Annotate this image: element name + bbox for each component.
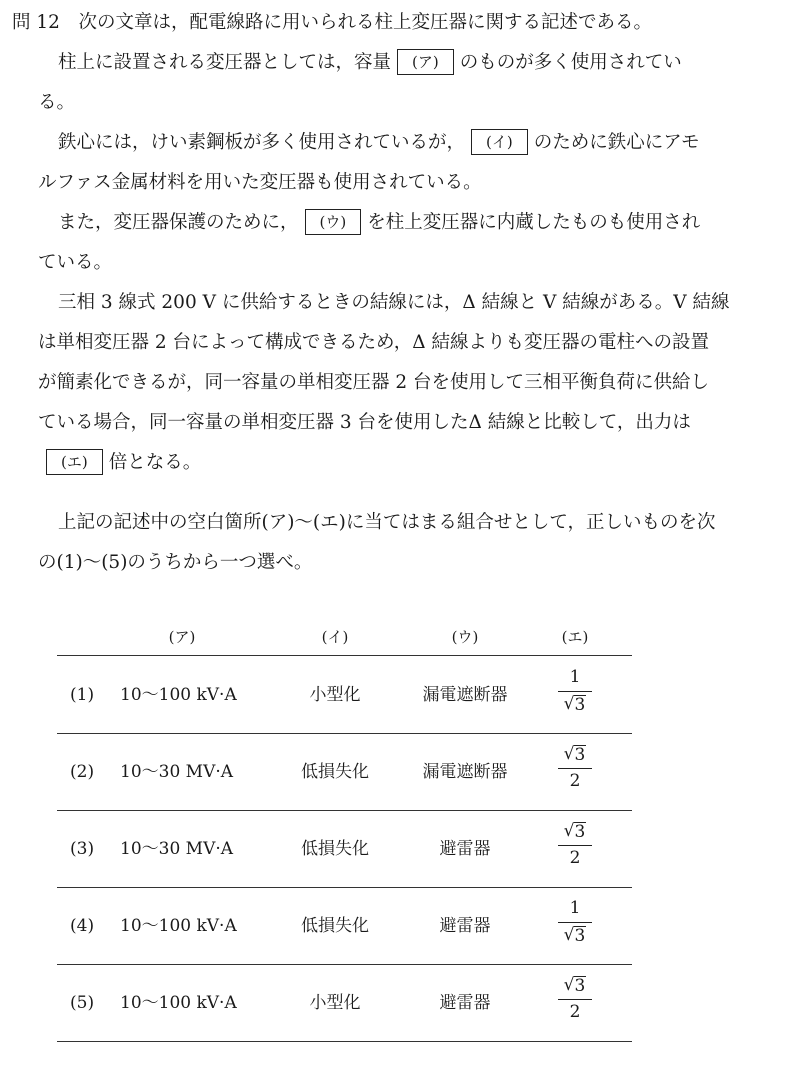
sqrt-symbol: √ 3 xyxy=(563,744,586,765)
header-c: (ウ) xyxy=(451,628,479,646)
paragraph-1-line-1: 柱上に設置される変圧器としては，容量 (ア) のものが多く使用されてい xyxy=(58,48,787,78)
row-number: (5) xyxy=(70,993,95,1013)
table-row xyxy=(0,657,787,733)
sqrt-symbol: √ 3 xyxy=(563,694,586,715)
table-row xyxy=(0,811,787,887)
row-number: (3) xyxy=(70,839,95,859)
blank-b: (イ) xyxy=(471,129,528,155)
cell-output-ratio: √ 3 2 xyxy=(553,744,597,793)
header-a: (ア) xyxy=(168,628,196,646)
fraction-bar xyxy=(558,999,592,1000)
cell-capacity: 10～100 kV·A xyxy=(120,916,237,936)
cell-core-purpose: 小型化 xyxy=(309,685,361,705)
cell-core-purpose: 小型化 xyxy=(309,993,361,1013)
cell-output-ratio: 1 √ 3 xyxy=(553,667,597,716)
instruction-line-2: の(1)～(5)のうちから一つ選べ。 xyxy=(38,552,313,573)
cell-protection-device: 避雷器 xyxy=(439,993,491,1013)
table-rule xyxy=(57,655,632,656)
fraction-bar xyxy=(558,922,592,923)
fraction-bar xyxy=(558,845,592,846)
row-number: (1) xyxy=(70,685,95,705)
row-number: (4) xyxy=(70,916,95,936)
cell-core-purpose: 低損失化 xyxy=(301,916,369,936)
header-b: (イ) xyxy=(321,628,349,646)
paragraph-2-line-2: ルファス金属材料を用いた変圧器も使用されている。 xyxy=(38,172,482,193)
paragraph-2-line-1: 鉄心には，けい素鋼板が多く使用されているが， (イ) のために鉄心にアモ xyxy=(58,128,787,158)
cell-capacity: 10～100 kV·A xyxy=(120,685,237,705)
cell-protection-device: 漏電遮断器 xyxy=(422,685,508,705)
paragraph-4-line-1: 三相 3 線式 200 V に供給するときの結線には，Δ 結線と V 結線がある。V 結線 xyxy=(58,292,730,313)
question-header xyxy=(12,8,787,38)
cell-protection-device: 漏電遮断器 xyxy=(422,762,508,782)
cell-protection-device: 避雷器 xyxy=(439,916,491,936)
cell-capacity: 10～30 MV·A xyxy=(120,762,234,782)
paragraph-4-line-4: ている場合，同一容量の単相変圧器 3 台を使用したΔ 結線と比較して，出力は xyxy=(38,412,691,433)
cell-protection-device: 避雷器 xyxy=(439,839,491,859)
question-number: 問 12 xyxy=(12,12,60,33)
row-number: (2) xyxy=(70,762,95,782)
cell-capacity: 10～100 kV·A xyxy=(120,993,237,1013)
instruction-line-1: 上記の記述中の空白箇所(ア)～(エ)に当てはまる組合せとして，正しいものを次 xyxy=(58,512,716,533)
paragraph-1-line-2: る。 xyxy=(38,92,76,113)
table-row xyxy=(0,734,787,810)
cell-core-purpose: 低損失化 xyxy=(301,762,369,782)
cell-capacity: 10～30 MV·A xyxy=(120,839,234,859)
blank-d: (エ) xyxy=(46,449,103,475)
sqrt-symbol: √ 3 xyxy=(563,925,586,946)
cell-core-purpose: 低損失化 xyxy=(301,839,369,859)
question-intro: 次の文章は，配電線路に用いられる柱上変圧器に関する記述である。 xyxy=(78,12,652,33)
table-row xyxy=(0,888,787,964)
cell-output-ratio: 1 √ 3 xyxy=(553,898,597,947)
paragraph-3-line-1: また，変圧器保護のために， (ウ) を柱上変圧器に内蔵したものも使用され xyxy=(58,208,787,238)
paragraph-3-line-2: ている。 xyxy=(38,252,113,273)
table-rule xyxy=(57,1041,632,1042)
fraction-bar xyxy=(558,691,592,692)
cell-output-ratio: √ 3 2 xyxy=(553,975,597,1024)
paragraph-4-line-5: (エ) 倍となる。 xyxy=(40,448,787,478)
fraction-bar xyxy=(558,768,592,769)
blank-a: (ア) xyxy=(397,49,454,75)
sqrt-symbol: √ 3 xyxy=(563,975,586,996)
sqrt-symbol: √ 3 xyxy=(563,821,586,842)
cell-output-ratio: √ 3 2 xyxy=(553,821,597,870)
blank-c: (ウ) xyxy=(305,209,362,235)
paragraph-4-line-3: が簡素化できるが，同一容量の単相変圧器 2 台を使用して三相平衡負荷に供給し xyxy=(38,372,710,393)
paragraph-4-line-2: は単相変圧器 2 台によって構成できるため，Δ 結線よりも変圧器の電柱への設置 xyxy=(38,332,710,353)
header-d: (エ) xyxy=(561,628,589,646)
table-row xyxy=(0,965,787,1041)
